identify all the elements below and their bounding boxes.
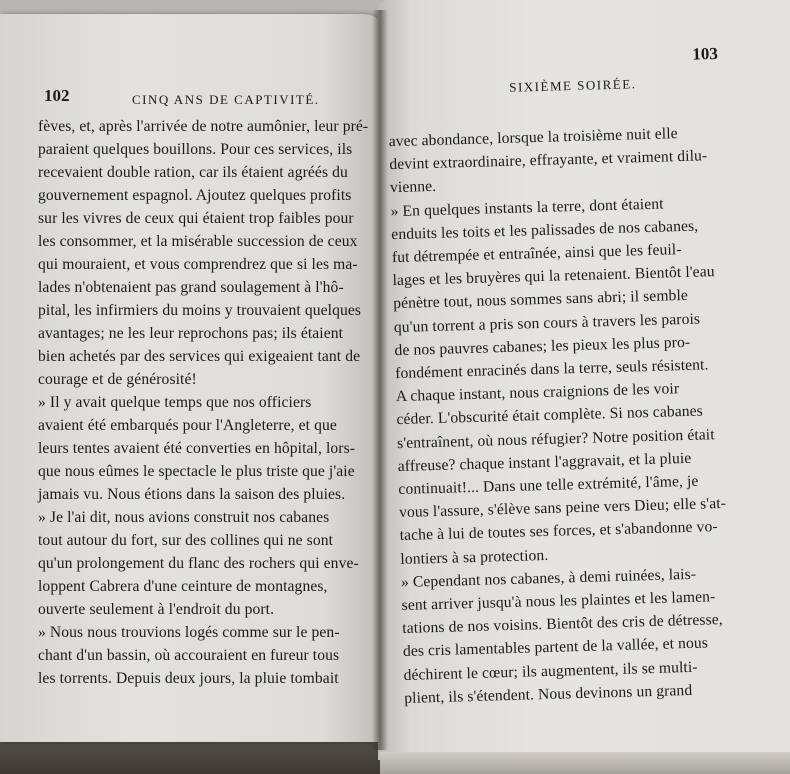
text-line: céder. L'obscurité était complète. Si nos cabanes	[396, 402, 704, 429]
text-line: leurs tentes avaient été converties en hôpital, lors-	[38, 440, 356, 457]
text-line: A chaque instant, nous craignions de les voir	[395, 380, 680, 406]
text-line: fondément enracinés dans la terre, seuls résistent.	[394, 356, 709, 383]
text-line: fut détrempée et entraînée, ainsi que les feuil-	[391, 241, 682, 267]
text-line: lages et les bruyères qui la retenaient. Bientôt l'eau	[392, 263, 715, 290]
text-line: lontiers à sa protection.	[400, 546, 549, 568]
text-line: sent arriver jusqu'à nous les plaintes et les lamen-	[401, 588, 716, 615]
text-line: » En quelques instants la terre, dont étaient	[390, 195, 664, 220]
text-line: que nous eûmes le spectacle le plus triste que j'aie	[38, 463, 355, 480]
text-line: lades n'obtenaient pas grand soulagement à l'hô-	[38, 279, 344, 296]
text-line: avaient été embarqués pour l'Angleterre, et que	[38, 417, 337, 434]
text-line: les consommer, et la misérable succession de ceux	[38, 233, 358, 250]
right-page-lower-edge	[380, 752, 790, 774]
left-running-head: CINQ ANS DE CAPTIVITÉ.	[132, 92, 320, 107]
right-page	[378, 0, 790, 760]
text-line: plient, ils s'étendent. Nous devinons un grand	[404, 681, 693, 707]
text-line: enduits les toits et les palissades de nos cabanes,	[391, 217, 699, 243]
right-running-head: SIXIÈME SOIRÉE.	[509, 76, 637, 95]
text-line: tout autour du fort, sur des collines qui ne sont	[38, 532, 334, 549]
text-line: pénètre tout, nous sommes sans abri; il semble	[393, 287, 689, 313]
text-line: devint extraordinaire, effrayante, et vraiment dilu-	[389, 147, 708, 174]
text-line: chant d'un bassin, où accouraient en fureur tous	[38, 647, 340, 664]
left-page	[0, 14, 380, 742]
text-line: tache à lui de toutes ses forces, et s'abandonne vo-	[399, 518, 718, 545]
text-line: continuait!... Dans une telle extrémité, l'âme, je	[398, 472, 699, 499]
text-line: sur les vivres de ceux qui étaient trop faibles pour	[38, 210, 354, 227]
text-line: » Nous nous trouvions logés comme sur le pen-	[38, 624, 340, 641]
text-line: recevaient double ration, car ils étaient agréés du	[38, 164, 348, 181]
right-page-number: 103	[692, 43, 719, 64]
text-line: affreuse? chaque instant l'aggravait, et la pluie	[397, 449, 692, 475]
text-line: ouverte seulement à l'endroit du port.	[38, 601, 275, 618]
text-line: loppent Cabrera d'une ceinture de montagnes,	[38, 578, 328, 595]
text-line: de nos pauvres cabanes; les pieux les plus pro-	[394, 333, 691, 359]
text-line: gouvernement espagnol. Ajoutez quelques profits	[38, 187, 352, 204]
left-page-number: 102	[44, 86, 70, 105]
text-line: » Cependant nos cabanes, à demi ruinées, lais-	[400, 565, 697, 591]
text-line: qu'un prolongement du flanc des rochers qui enve-	[38, 555, 359, 572]
text-line: avantages; ne les leur reprochons pas; ils étaient	[38, 325, 344, 342]
text-line: jamais vu. Nous étions dans la saison des pluies.	[38, 486, 346, 503]
text-line: courage et de générosité!	[38, 371, 197, 388]
text-line: qui mouraient, et vous comprendrez que si les ma-	[38, 256, 358, 273]
text-line: paraient quelques bouillons. Pour ces services, ils	[38, 141, 353, 158]
text-line: » Je l'ai dit, nous avions construit nos cabanes	[38, 509, 330, 526]
text-line: déchirent le cœur; ils augmentent, ils se multi-	[403, 658, 698, 684]
text-line: pital, les infirmiers du moins y trouvaient quelques	[38, 302, 362, 319]
text-line: bien achetés par des services qui exigeaient tant de	[38, 348, 361, 365]
text-line: s'entraînent, où nous réfugier? Notre position était	[396, 425, 715, 452]
text-line: fèves, et, après l'arrivée de notre aumônier, leur pré-	[38, 118, 369, 135]
text-line: des cris lamentables partent de la vallée, et nous	[402, 634, 709, 661]
text-line: les torrents. Depuis deux jours, la pluie tombait	[38, 670, 339, 687]
book-gutter	[372, 10, 388, 750]
text-line: vous l'assure, s'élève sans peine vers Dieu; elle s'at-	[398, 495, 727, 522]
text-line: avec abondance, lorsque la troisième nuit elle	[388, 125, 678, 151]
text-line: vienne.	[389, 178, 437, 197]
text-line: tations de nos voisins. Bientôt des cris de détresse,	[402, 611, 724, 638]
text-line: qu'un torrent a pris son cours à travers les parois	[393, 310, 701, 336]
text-line: » Il y avait quelque temps que nos officiers	[38, 394, 312, 411]
